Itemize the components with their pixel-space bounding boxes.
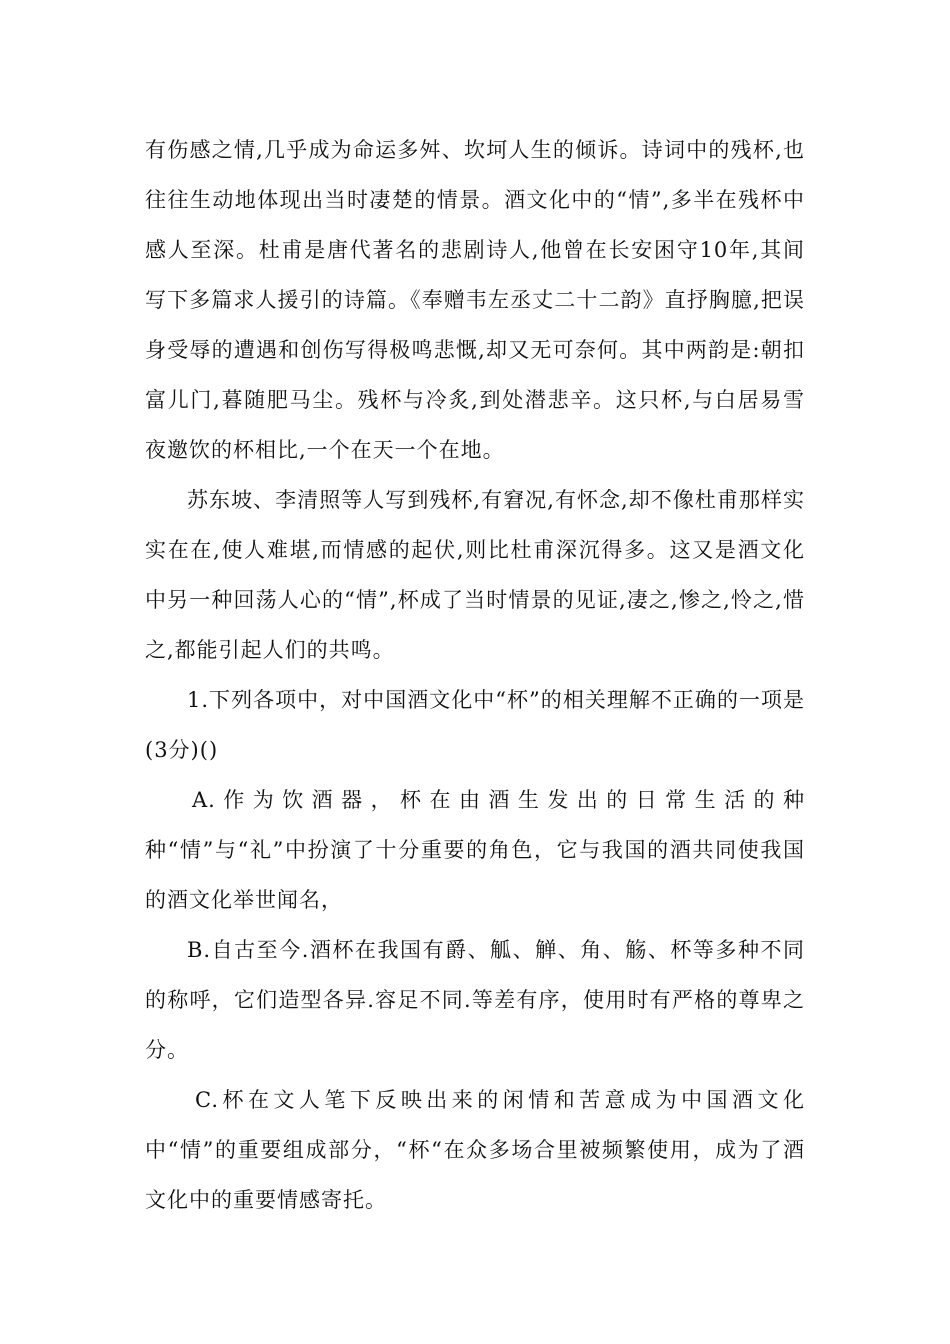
question-1-stem: 1.下列各项中，对中国酒文化中“杯”的相关理解不正确的一项是(3分)() <box>145 688 805 762</box>
body-paragraph-2: 苏东坡、李清照等人写到残杯,有窘况,有怀念,却不像杜甫那样实实在在,使人难堪,而情感的起伏,则比杜甫深沉得多。这又是酒文化中另一种回荡人心的“情”,杯成了当时情景的见证,凄之,惨之,怜之,惜之,都能引起人们的共鸣。 <box>145 488 805 662</box>
body-paragraph-1: 有伤感之情,几乎成为命运多舛、坎坷人生的倾诉。诗词中的残杯,也往往生动地体现出当时凄楚的情景。酒文化中的“情”,多半在残杯中感人至深。杜甫是唐代著名的悲剧诗人,他曾在长安困守10年,其间写下多篇求人援引的诗篇。《奉赠韦左丞丈二十二韵》直抒胸臆,把误身受辱的遭遇和创伤写得极鸣悲慨,却又无可奈何。其中两韵是:朝扣富儿门,暮随肥马尘。残杯与冷炙,到处潜悲辛。这只杯,与白居易雪夜邀饮的杯相比,一个在天一个在地。 <box>145 138 805 462</box>
question-1-option-a: A.作为饮酒器，杯在由酒生发出的日常生活的种种“情”与“礼”中扮演了十分重要的角色，它与我国的酒共同使我国的酒文化举世闻名， <box>145 788 805 912</box>
question-1-option-c: C.杯在文人笔下反映出来的闲情和苦意成为中国酒文化中“情”的重要组成部分，“杯“在众多场合里被频繁使用，成为了酒文化中的重要情感寄托。 <box>145 1088 805 1212</box>
question-1-option-b: B.自古至今.酒杯在我国有爵、觚、觯、角、觞、杯等多种不同的称呼，它们造型各异.容足不同.等差有序，使用时有严格的尊卑之分。 <box>145 938 805 1062</box>
